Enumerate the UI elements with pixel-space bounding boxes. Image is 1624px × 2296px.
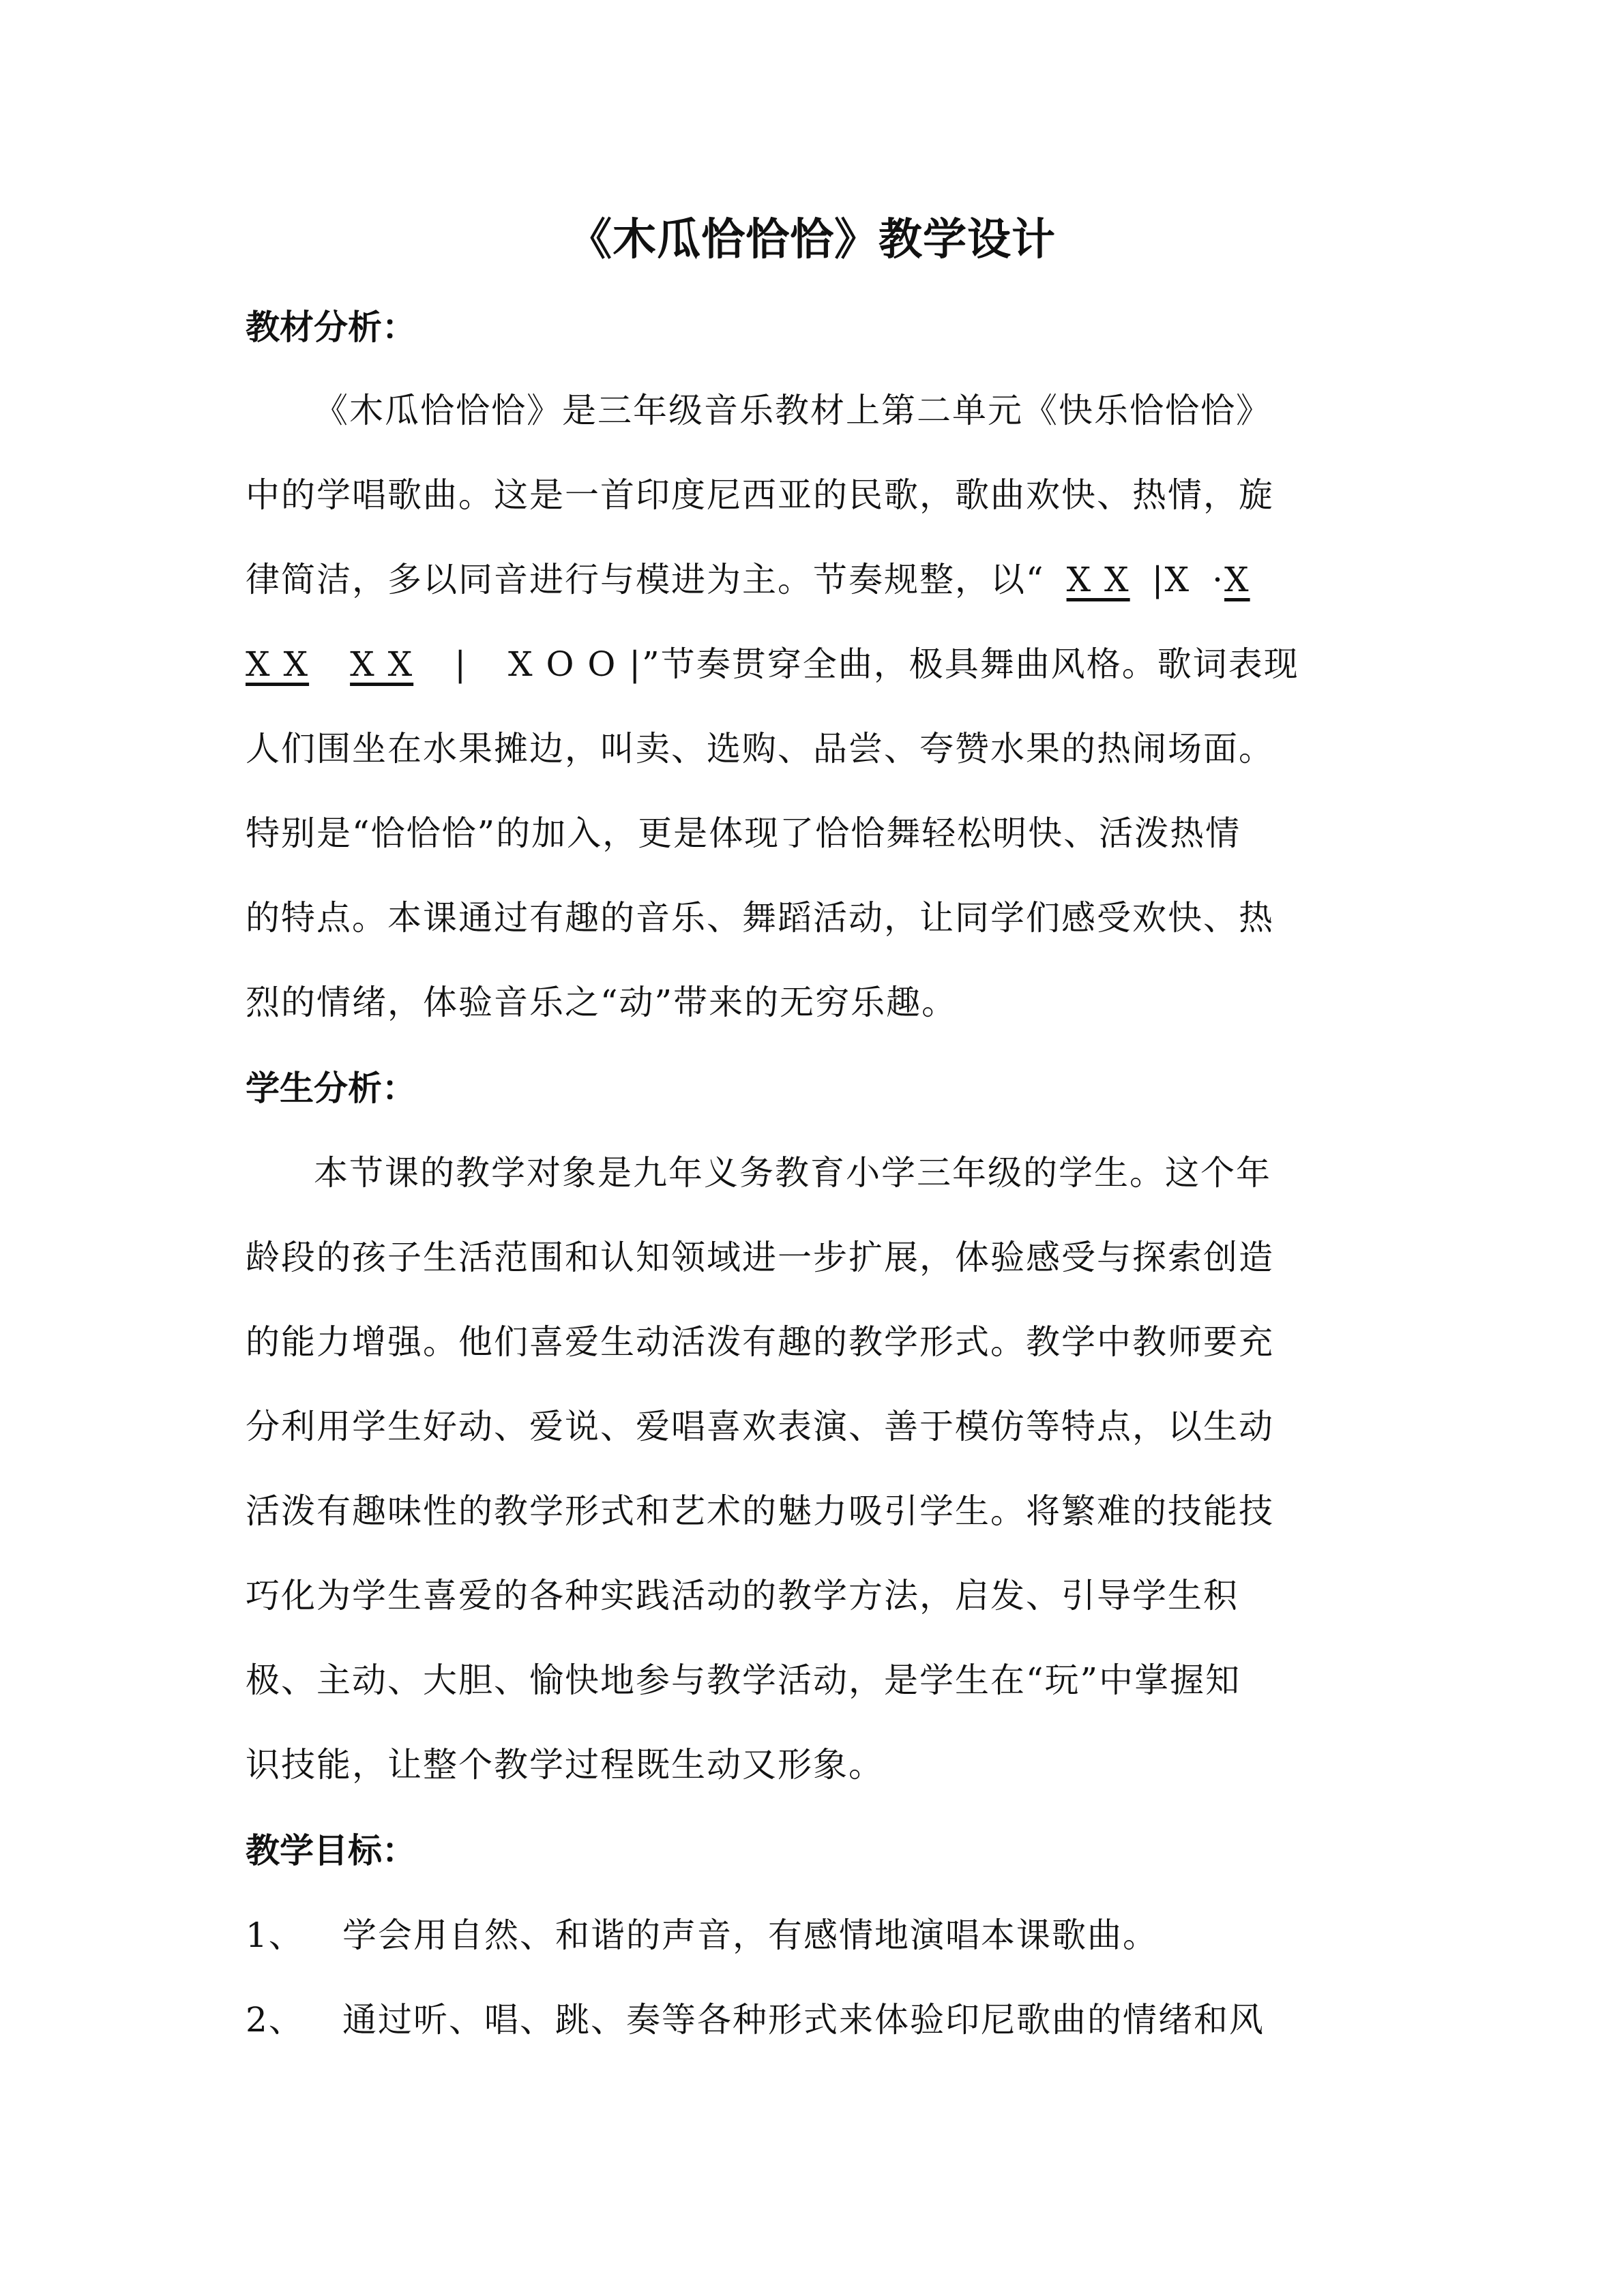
- paragraph-line: 活泼有趣味性的教学形式和艺术的魅力吸引学生。将繁难的技能技: [246, 1491, 1274, 1531]
- paragraph-line: 的能力增强。他们喜爱生动活泼有趣的教学形式。教学中教师要充: [246, 1322, 1274, 1362]
- section-heading-student-analysis: 学生分析：: [246, 1068, 416, 1108]
- rhythm-notation: |: [454, 644, 468, 684]
- paragraph-line: 巧化为学生喜爱的各种实践活动的教学方法，启发、引导学生积: [246, 1576, 1239, 1615]
- paragraph-line: 极、主动、大胆、愉快地参与教学活动，是学生在“玩”中掌握知: [246, 1660, 1241, 1700]
- list-item: [246, 1913, 1158, 1957]
- paragraph-line-with-rhythm: [246, 642, 1299, 686]
- paragraph-text: ”节奏贯穿全曲，极具舞曲风格。歌词表现: [642, 644, 1299, 684]
- paragraph-line: 本节课的教学对象是九年义务教育小学三年级的学生。这个年: [314, 1153, 1271, 1193]
- paragraph-line: 识技能，让整个教学过程既生动又形象。: [246, 1745, 884, 1785]
- section-heading-textbook-analysis: 教材分析：: [246, 307, 416, 347]
- paragraph-line: 分利用学生好动、爱说、爱唱喜欢表演、善于模仿等特点，以生动: [246, 1407, 1274, 1446]
- paragraph-line: 人们围坐在水果摊边，叫卖、选购、品尝、夸赞水果的热闹场面。: [246, 729, 1274, 769]
- rhythm-notation: X X: [350, 644, 414, 684]
- paragraph-line-with-rhythm: [246, 558, 1250, 601]
- list-number: 2、: [246, 2000, 304, 2040]
- paragraph-line: 的特点。本课通过有趣的音乐、舞蹈活动，让同学们感受欢快、热: [246, 898, 1274, 938]
- paragraph-line: 烈的情绪，体验音乐之“动”带来的无穷乐趣。: [246, 983, 958, 1022]
- rhythm-notation: X X: [246, 644, 310, 684]
- paragraph-line: 中的学唱歌曲。这是一首印度尼西亚的民歌，歌曲欢快、热情，旋: [246, 475, 1274, 515]
- paragraph-line: 《木瓜恰恰恰》是三年级音乐教材上第二单元《快乐恰恰恰》: [314, 391, 1271, 430]
- list-text: 通过听、唱、跳、奏等各种形式来体验印尼歌曲的情绪和风: [342, 2000, 1265, 2040]
- rhythm-notation: X O O |: [508, 644, 643, 684]
- list-number: 1、: [246, 1915, 304, 1955]
- paragraph-line: 特别是“恰恰恰”的加入，更是体现了恰恰舞轻松明快、活泼热情: [246, 814, 1241, 853]
- document-title: 《木瓜恰恰恰》教学设计: [568, 214, 1056, 265]
- list-item: [246, 1998, 1265, 2042]
- paragraph-text: 律简洁，多以同音进行与模进为主。节奏规整，以“: [246, 560, 1045, 599]
- rhythm-notation: X: [1224, 560, 1250, 599]
- rhythm-notation: |X: [1151, 560, 1191, 599]
- rhythm-notation: X X: [1066, 560, 1130, 599]
- rhythm-dot: ·: [1212, 560, 1225, 599]
- section-heading-teaching-goals: 教学目标：: [246, 1830, 416, 1870]
- list-text: 学会用自然、和谐的声音，有感情地演唱本课歌曲。: [342, 1915, 1158, 1955]
- paragraph-line: 龄段的孩子生活范围和认知领域进一步扩展，体验感受与探索创造: [246, 1238, 1274, 1277]
